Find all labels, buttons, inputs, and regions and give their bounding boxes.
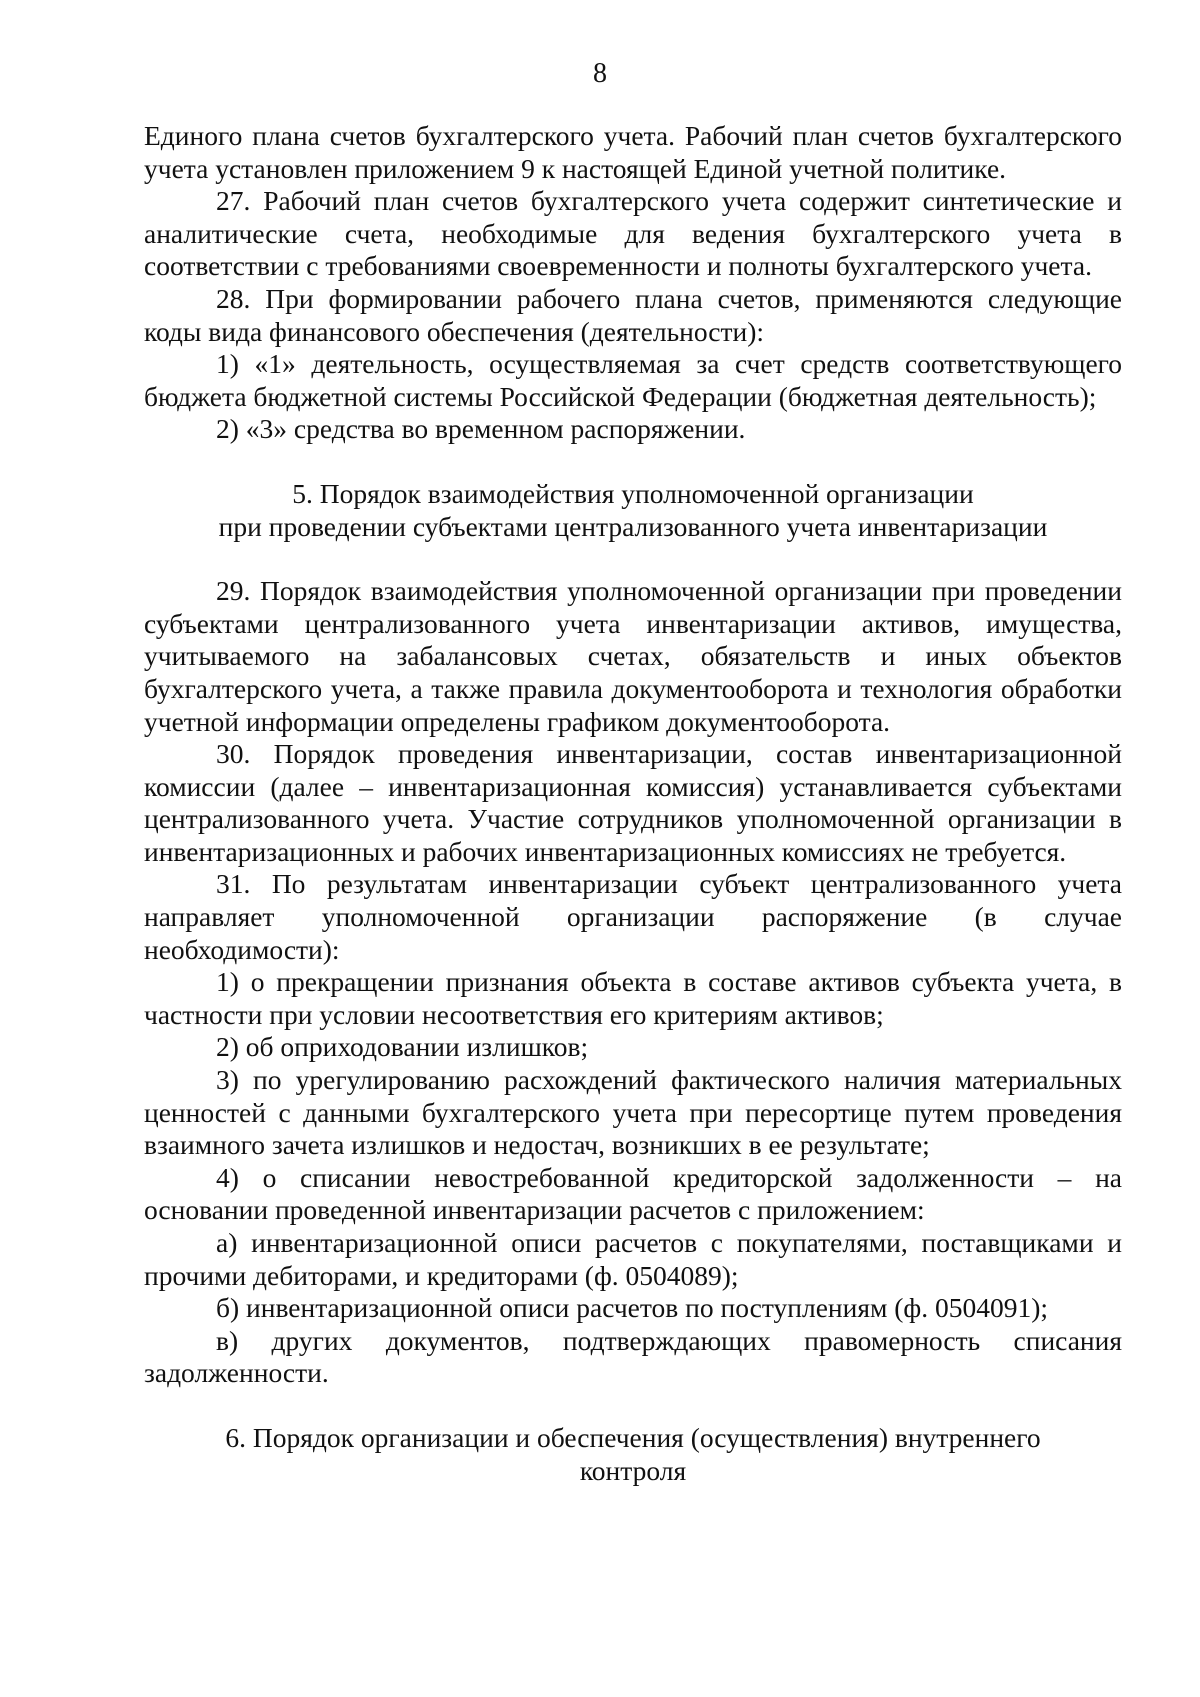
- section-5-title-line-2: при проведении субъектами централизованного учета инвентаризации: [218, 510, 1048, 542]
- paragraph-31: 31. По результатам инвентаризации субъект централизованного учета направляет уполномоченной организации распоряжение (в случае необходимости):: [144, 868, 1122, 965]
- paragraph-31-item-1: 1) о прекращении признания объекта в составе активов субъекта учета, в частности при условии несоответствия его критериям активов;: [144, 966, 1122, 1030]
- paragraph-29: 29. Порядок взаимодействия уполномоченной организации при проведении субъектами централизованного учета инвентаризации активов, имущества, учитываемого на забалансовых счетах, обязательств и иных объектов бухгалтерского учета, а также правила документооборота и технология обработки учетной информации определены графиком документооборота.: [144, 575, 1122, 737]
- paragraph-31-item-4: 4) о списании невостребованной кредиторской задолженности – на основании проведенной инвентаризации расчетов с приложением:: [144, 1161, 1122, 1226]
- paragraph-30: 30. Порядок проведения инвентаризации, состав инвентаризационной комиссии (далее – инвентаризационная комиссия) устанавливается субъектами централизованного учета. Участие сотрудников уполномоченной организации в инвентаризационных и рабочих инвентаризационных комиссиях не требуется.: [144, 738, 1122, 867]
- page-number: 8: [593, 58, 607, 89]
- section-6-title-line-1: 6. Порядок организации и обеспечения (осуществления) внутреннего: [225, 1421, 1041, 1453]
- paragraph-31-item-4b: б) инвентаризационной описи расчетов по поступлениям (ф. 0504091);: [216, 1292, 1049, 1324]
- paragraph-28-item-2: 2) «3» средства во временном распоряжении.: [216, 413, 746, 445]
- section-5-heading: [144, 478, 1122, 543]
- section-6-heading: [144, 1422, 1122, 1487]
- paragraph-28-item-1: 1) «1» деятельность, осуществляемая за счет средств соответствующего бюджета бюджетной системы Российской Федерации (бюджетная деятельность);: [144, 348, 1122, 412]
- paragraph-31-item-4a: а) инвентаризационной описи расчетов с покупателями, поставщиками и прочими дебиторами, и кредиторами (ф. 0504089);: [144, 1227, 1122, 1291]
- section-5-title-line-1: 5. Порядок взаимодействия уполномоченной организации: [292, 477, 974, 509]
- paragraph-27: 27. Рабочий план счетов бухгалтерского учета содержит синтетические и аналитические счета, необходимые для ведения бухгалтерского учета в соответствии с требованиями своевременности и полноты бухгалтерского учета.: [144, 185, 1122, 282]
- paragraph-31-item-3: 3) по урегулированию расхождений фактического наличия материальных ценностей с данными бухгалтерского учета при пересортице путем проведения взаимного зачета излишков и недостач, возникших в ее результате;: [144, 1064, 1122, 1161]
- page-body: [144, 120, 1122, 1487]
- paragraph-31-item-2: 2) об оприходовании излишков;: [216, 1031, 589, 1063]
- paragraph-continuation: Единого плана счетов бухгалтерского учета. Рабочий план счетов бухгалтерского учета установлен приложением 9 к настоящей Единой учетной политике.: [144, 120, 1122, 184]
- section-6-title-line-2: контроля: [579, 1454, 687, 1486]
- paragraph-31-item-4v: в) других документов, подтверждающих правомерность списания задолженности.: [144, 1324, 1122, 1389]
- paragraph-28: 28. При формировании рабочего плана счетов, применяются следующие коды вида финансового обеспечения (деятельности):: [144, 282, 1122, 347]
